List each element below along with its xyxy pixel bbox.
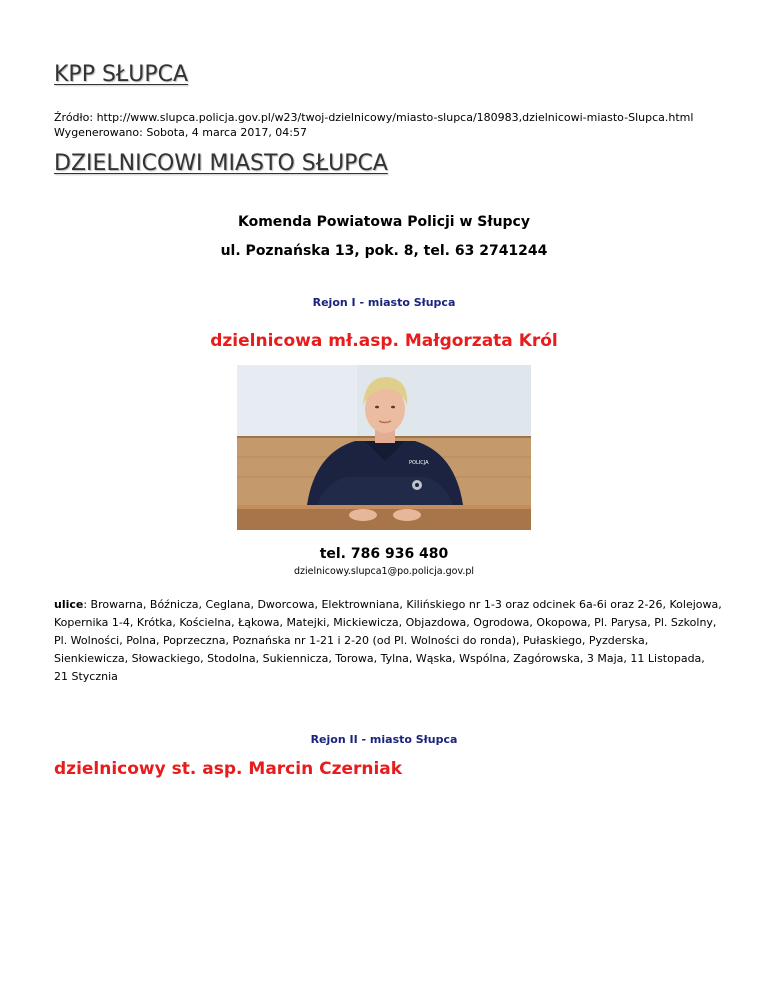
district-2-title: Rejon II - miasto Słupca xyxy=(310,733,458,746)
district-1-officer: dzielnicowa mł.asp. Małgorzata Król xyxy=(210,331,558,351)
headquarters-name: Komenda Powiatowa Policji w Słupcy xyxy=(238,214,530,230)
streets-list: : Browarna, Bóźnicza, Ceglana, Dworcowa, Elektrowniana, Kilińskiego nr 1-3 oraz odcinek 6a-6i oraz 2-26, Kolejowa, Kopernika 1-4, Krótka, Kościelna, Łąkowa, Matejki, Mickiewicza, Objazdowa, Ogrodowa, Okopowa, Pl. Parysa, Pl. Szkolny, Pl. Wolności, Polna, Poprzeczna, Poznańska nr 1-21 i 2-20 (od Pl. Wolności do ronda), Pułaskiego, Pyzderska, Sienkiewicza, Słowackiego, Stodolna, Sukiennicza, Torowa, Tylna, Wąska, Wspólna, Zagórowska, 3 Maja, 11 Listopada, 21 Stycznia xyxy=(54,598,722,683)
officer-photo xyxy=(237,365,531,530)
district-1-streets xyxy=(54,596,722,686)
district-1-email: dzielnicowy.slupca1@po.policja.gov.pl xyxy=(293,566,475,577)
generated-line: Wygenerowano: Sobota, 4 marca 2017, 04:57 xyxy=(54,126,308,139)
document-meta xyxy=(54,110,693,140)
district-1-phone: tel. 786 936 480 xyxy=(319,546,449,562)
source-line: Źródło: http://www.slupca.policja.gov.pl/w23/twoj-dzielnicowy/miasto-slupca/180983,dzielnicowi-miasto-Slupca.html xyxy=(54,111,694,124)
site-title: KPP SŁUPCA xyxy=(54,62,189,87)
district-1-title: Rejon I - miasto Słupca xyxy=(312,296,456,309)
photo-badge-text: POLICJA xyxy=(409,460,429,466)
streets-label: ulice xyxy=(54,598,84,611)
page-title: DZIELNICOWI MIASTO SŁUPCA xyxy=(54,151,388,176)
headquarters-address: ul. Poznańska 13, pok. 8, tel. 63 2741244 xyxy=(220,243,548,259)
district-2-officer: dzielnicowy st. asp. Marcin Czerniak xyxy=(54,759,403,779)
